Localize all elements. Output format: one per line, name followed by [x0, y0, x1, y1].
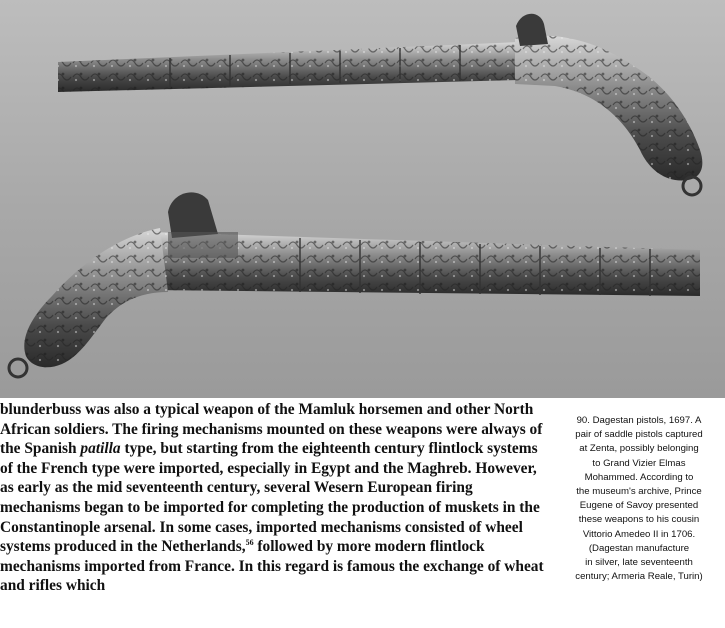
- paragraph-text: [0, 400, 548, 596]
- caption-line: (Dagestan manufacture: [588, 542, 690, 554]
- italic-term: patilla: [80, 440, 121, 458]
- caption-line: at Zenta, possibly belonging: [579, 443, 699, 455]
- footnote-reference: 56: [245, 538, 254, 548]
- text-part-2: type, but starting from the eighteenth century flintlock systems of the French type were imported, especially in Egypt and the Maghreb. However, as early as the mid seventeenth century, several Wesern European firing mechanisms began to be imported for completing the production of muskets in the Constantinople arsenal. In some cases, imported mechanisms consisted of wheel systems produced in the Netherlands,: [0, 440, 540, 556]
- caption-line: 90. Dagestan pistols, 1697. A: [576, 415, 702, 426]
- text-part-1: blunderbuss was also a typical weapon of the Mamluk horsemen and other North African soldiers. The firing mechanisms mounted on these weapons were always of the Spanish: [0, 401, 543, 458]
- caption-line: these weapons to his cousin: [578, 514, 700, 526]
- caption-line: Mohammed. According to: [584, 471, 694, 483]
- caption-line: to Grand Vizier Elmas: [592, 457, 686, 469]
- caption-line: Vittorio Amedeo II in 1706.: [582, 528, 696, 540]
- caption-line: pair of saddle pistols captured: [575, 429, 703, 441]
- caption-line: the museum's archive, Prince: [576, 486, 702, 498]
- caption-line: century; Armeria Reale, Turin): [575, 571, 703, 583]
- text-part-3: followed by more modern flintlock mechanisms imported from France. In this regard is famous the exchange of wheat and rifles which: [0, 538, 544, 595]
- caption-line: in silver, late seventeenth: [585, 557, 693, 569]
- body-paragraph: [0, 400, 548, 596]
- figure-caption: [553, 414, 725, 584]
- caption-line: Eugene of Savoy presented: [579, 500, 699, 512]
